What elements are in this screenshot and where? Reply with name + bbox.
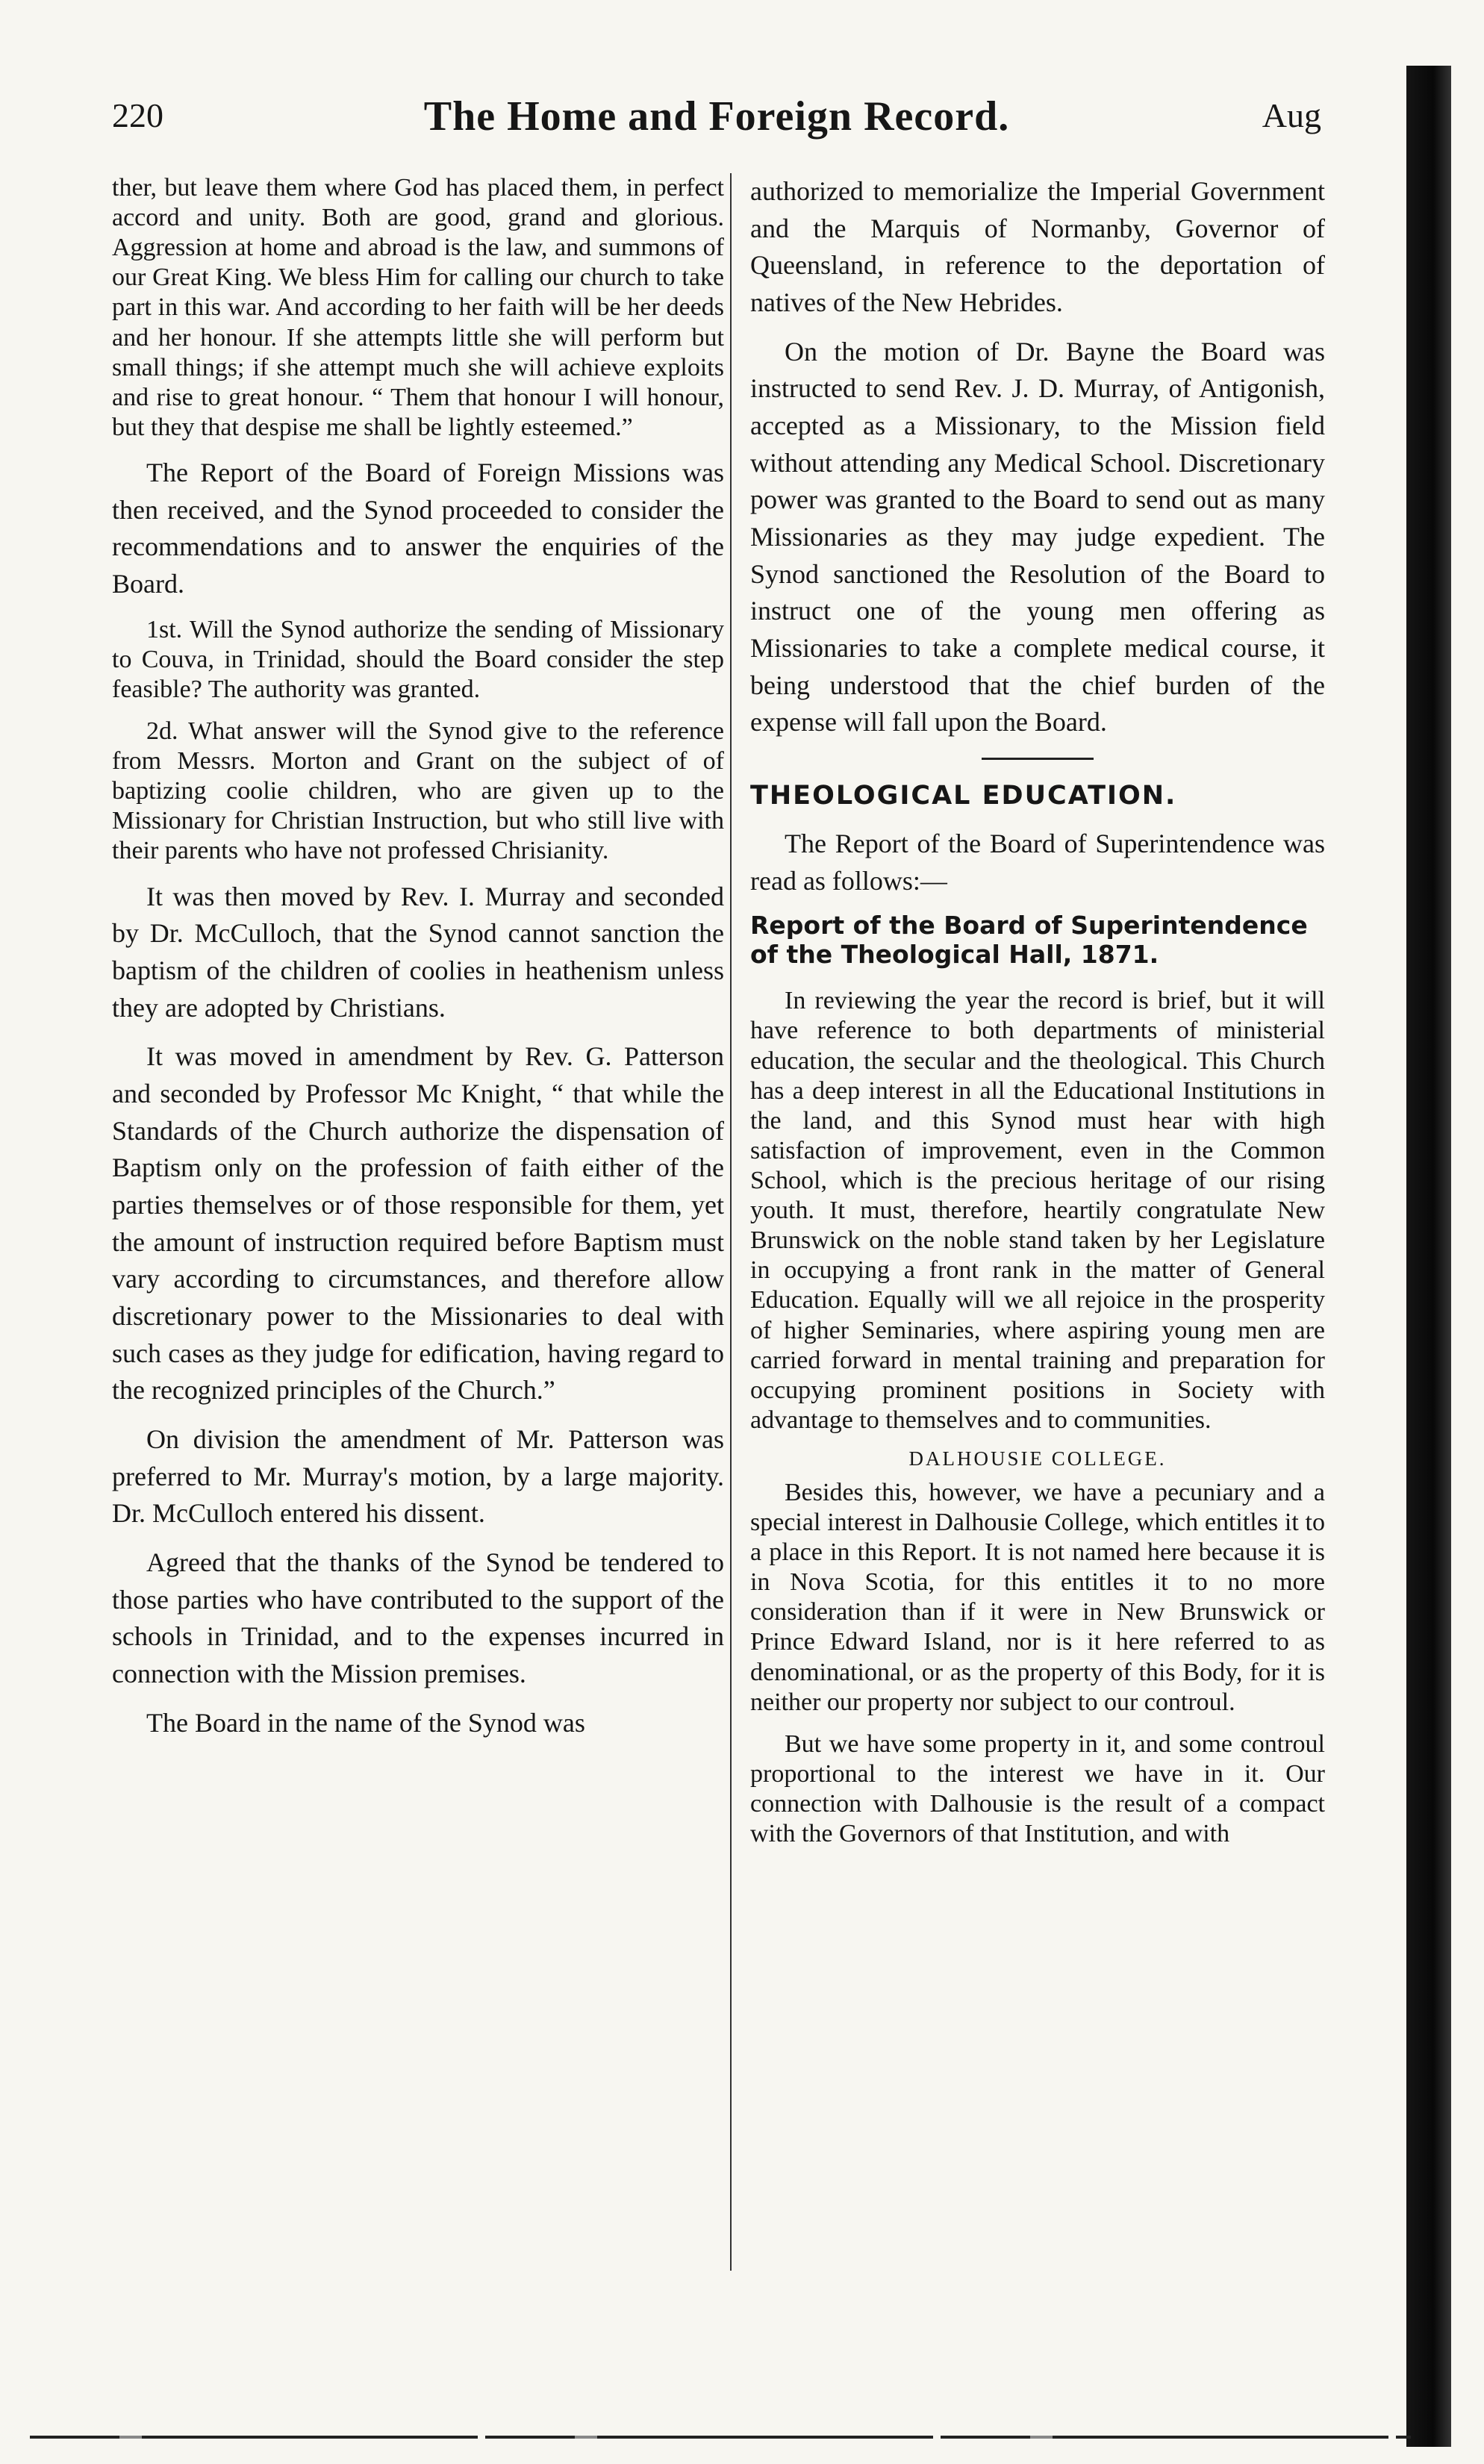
page-header bbox=[112, 93, 1321, 155]
book-spine-edge bbox=[1406, 66, 1451, 2447]
report-body bbox=[750, 986, 1325, 1435]
paragraph: authorized to memorialize the Imperial Government and the Marquis of Normanby, Governor of Queensland, in reference to the deportation of natives of the New Hebrides. bbox=[750, 176, 1325, 318]
paragraph: It was moved in amendment by Rev. G. Patterson and seconded by Professor Mc Knight, “ that while the Standards of the Church authorize the dispensation of Baptism only on the profession of faith either of the parties themselves or of those responsible for them, yet the amount of instruction required before Baptism must vary according to circumstances, and therefore allow discretionary power to the Missionaries to deal with such cases as they judge for edification, having regard to the recognized principles of the Church.” bbox=[112, 1041, 724, 1406]
paragraph: In reviewing the year the record is brief, but it will have reference to both departments of ministerial education, the secular and the theological. This Church has a deep interest in all the Educational Institutions in the land, and this Synod must hear with high satisfaction of improvement, even in the Common School, which is the precious heritage of our rising youth. It must, therefore, heartily congratulate New Brunswick on the noble stand taken by her Legislature in occupying a front rank in the matter of General Education. Equally will we all rejoice in the prosperity of higher Seminaries, where aspiring young men are carried forward in mental training and preparation for occupying prominent positions in Society with advantage to themselves and to communities. bbox=[750, 987, 1325, 1434]
paragraph: Besides this, however, we have a pecuniary and a special interest in Dalhousie College, which entitles it to a place in this Report. It is not named here because it is in Nova Scotia, for this entitles it to no more consideration than if it were in New Brunswick or Prince Edward Island, nor is it here referred to as denominational, or as the property of this Body, for it is neither our property nor subject to our controul. bbox=[750, 1478, 1325, 1716]
paragraph: 2d. What answer will the Synod give to the reference from Messrs. Morton and Grant on the subject of of baptizing coolie children, who are given up to the Missionary for Christian Instruction, but who still live with their parents who have not professed Chrisianity. bbox=[112, 717, 724, 865]
left-column bbox=[112, 173, 724, 1753]
running-month: Aug bbox=[1262, 96, 1321, 134]
running-title: The Home and Foreign Record. bbox=[423, 93, 1010, 140]
paragraph: ther, but leave them where God has placed them, in perfect accord and unity. Both are good, grand and glorious. Aggression at home and abroad is the law, and summons of our Great King. We bless Him for calling our church to take part in this war. And according to her faith will be her deeds and her honour. If she attempts little she will perform but small things; if she attempt much she will achieve exploits and rise to great honour. “ Them that honour I will honour, but they that despise me shall be lightly esteemed.” bbox=[112, 174, 724, 441]
page-number: 220 bbox=[112, 96, 163, 134]
section-divider bbox=[982, 758, 1094, 760]
paragraph: The Report of the Board of Foreign Missions was then received, and the Synod proceeded to consider the recommendations and to answer the enquiries of the Board. bbox=[112, 457, 724, 599]
paragraph: The Board in the name of the Synod was bbox=[146, 1707, 585, 1738]
paragraph: 1st. Will the Synod authorize the sending of Missionary to Couva, in Trinidad, should the Board consider the step feasible? The authority was granted. bbox=[112, 615, 724, 703]
right-column-top bbox=[750, 173, 1325, 741]
right-column bbox=[750, 173, 1325, 1861]
report-heading: Report of the Board of Superintendence of the Theological Hall, 1871. bbox=[750, 911, 1308, 970]
paragraph: It was then moved by Rev. I. Murray and seconded by Dr. McCulloch, that the Synod cannot sanction the baptism of the children of coolies in heathenism unless they are adopted by Christians. bbox=[112, 881, 724, 1023]
column-divider bbox=[730, 173, 732, 2271]
subheading: DALHOUSIE COLLEGE. bbox=[908, 1447, 1167, 1470]
section-intro: The Report of the Board of Superintendence was read as follows:— bbox=[750, 829, 1325, 896]
paragraph: Agreed that the thanks of the Synod be tendered to those parties who have contributed to the support of the schools in Trinidad, and to the expenses incurred in connection with the Mission premises. bbox=[112, 1547, 724, 1688]
paragraph: But we have some property in it, and some controul proportional to the interest we have in it. Our connection with Dalhousie is the result of a compact with the Governors of that Institution, and with bbox=[750, 1730, 1325, 1848]
right-column-bottom bbox=[750, 1478, 1325, 1849]
bottom-scan-edge bbox=[30, 2436, 1411, 2439]
paragraph: On the motion of Dr. Bayne the Board was instructed to send Rev. J. D. Murray, of Antigonish, accepted as a Missionary, to the Mission field without attending any Medical School. Discretionary power was granted to the Board to send out as many Missionaries as they may judge expedient. The Synod sanctioned the Resolution of the Board to instruct one of the young men offering as Missionaries to take a complete medical course, it being understood that the chief burden of the expense will fall upon the Board. bbox=[750, 336, 1325, 737]
paragraph: On division the amendment of Mr. Patterson was preferred to Mr. Murray's motion, by a large majority. Dr. McCulloch entered his dissent. bbox=[112, 1423, 724, 1529]
section-heading: THEOLOGICAL EDUCATION. bbox=[750, 781, 1177, 811]
